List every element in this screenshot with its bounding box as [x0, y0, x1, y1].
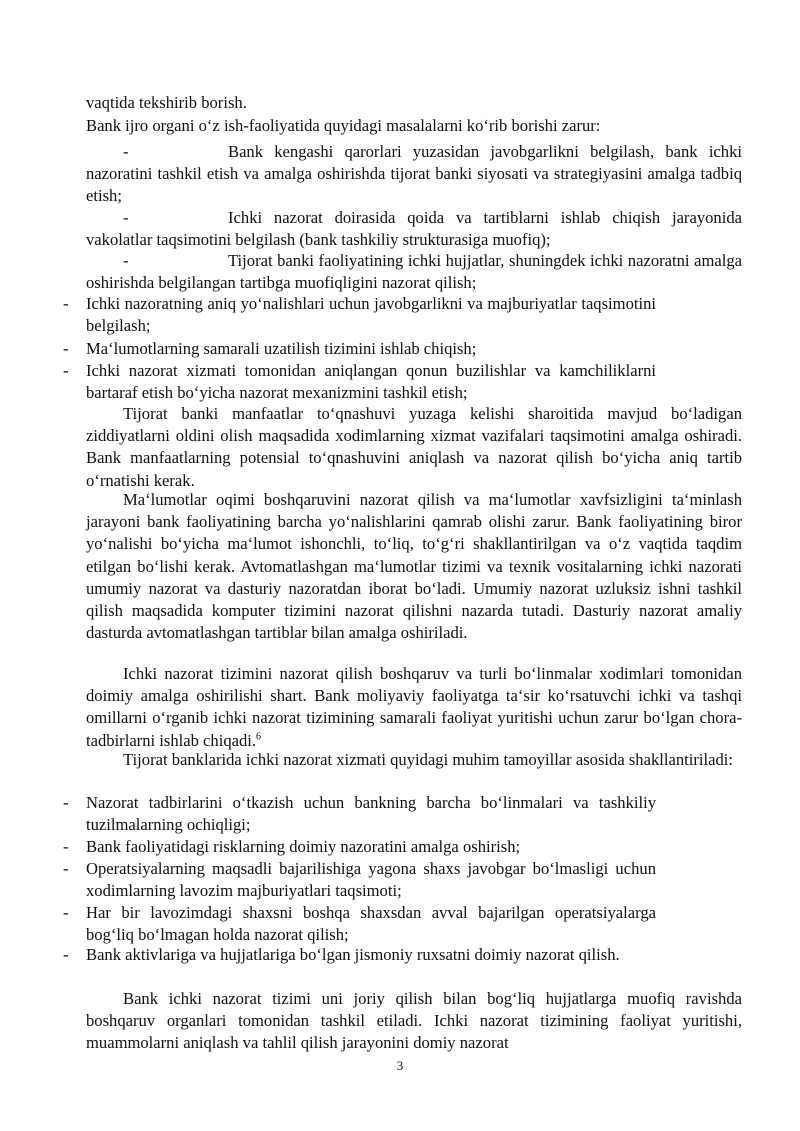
paragraph: Ma‘lumotlar oqimi boshqaruvini nazorat qilish va ma‘lumotlar xavfsizligini ta‘minlash jarayoni bank faoliyatining barcha yo‘nalishlarini qamrab olishi zarur. Bank faoliyatining biror yo‘nalishi bo‘yicha ma‘lumot ishonchli, to‘liq, to‘g‘ri shakllantirilgan va o‘z vaqtida taqdim etilgan bo‘lishi kerak. Avtomatlashgan ma‘lumotlar tizimi va texnik vositalarning ichki nazorati umumiy nazorat va dasturiy nazoratdan iborat bo‘ladi. Umumiy nazorat uzluksiz ishni tashkil qilish maqsadida komputer tizimini nazorat qilishni nazarda tutadi. Dasturiy nazorat amaliy dasturda avtomatlashgan tartiblar bilan amalga oshiriladi.: [86, 490, 742, 643]
paragraph-text: Ichki nazorat tizimini nazorat qilish boshqaruv va turli bo‘linmalar xodimlari tomonidan doimiy amalga oshirilishi shart. Bank moliyaviy faoliyatga ta‘sir ko‘rsatuvchi ichki va tashqi omillarni o‘rganib ichki nazorat tizimining samarali faoliyat yuritishi uchun zarur bo‘lgan chora-tadbirlarni ishlab chiqadi.: [86, 664, 742, 750]
paragraph: Bank ichki nazorat tizimi uni joriy qilish bilan bog‘liq hujjatlarga muofiq ravishda boshqaruv organlari tomonidan tashkil etiladi. Ichki nazorat tizimining faoliyat yuritishi, muammolarni aniqlash va tahlil qilish jarayonini domiy nazorat: [86, 989, 742, 1053]
list-item-text: Tijorat banki faoliyatining ichki hujjatlar, shuningdek ichki nazoratni amalga oshirishda belgilangan tartibga muofiqligini nazorat qilish;: [86, 251, 742, 293]
list-item-text: Ichki nazorat doirasida qoida va tartiblarni ishlab chiqish jarayonida vakolatlar taqsimotini belgilash (bank tashkiliy strukturasiga muofiq);: [86, 208, 742, 250]
dash-marker: -: [63, 793, 69, 812]
paragraph: Tijorat banklarida ichki nazorat xizmati quyidagi muhim tamoyillar asosida shakllantiriladi:: [123, 750, 733, 769]
list-item: Ichki nazorat xizmati tomonidan aniqlangan qonun buzilishlar va kamchiliklarni bartaraf etish bo‘yicha nazorat mexanizmini tashkil etish;: [86, 361, 656, 403]
dash-marker: -: [63, 837, 69, 856]
dash-marker: -: [63, 903, 69, 922]
list-item: Bank faoliyatidagi risklarning doimiy nazoratini amalga oshirish;: [86, 837, 521, 856]
text-line: Bank ijro organi o‘z ish-faoliyatida quyidagi masalalarni ko‘rib borishi zarur:: [86, 116, 601, 135]
sub-list-item: [86, 207, 742, 251]
list-item: Operatsiyalarning maqsadli bajarilishiga yagona shaxs javobgar bo‘lmasligi uchun xodimlarning lavozim majburiyatlari taqsimoti;: [86, 859, 656, 901]
page-number: 3: [396, 1058, 404, 1073]
list-item-text: Bank kengashi qarorlari yuzasidan javobgarlikni belgilash, bank ichki nazoratini tashkil etish va amalga oshirishda tijorat banki siyosati va strategiyasini amalga tadbiq etish;: [86, 142, 742, 206]
list-item: Ichki nazoratning aniq yo‘nalishlari uchun javobgarlikni va majburiyatlar taqsimotini belgilash;: [86, 294, 656, 336]
dash-marker: -: [123, 208, 129, 227]
paragraph: Tijorat banki manfaatlar to‘qnashuvi yuzaga kelishi sharoitida mavjud bo‘ladigan ziddiyatlarni oldini olish maqsadida xodimlarning xizmat vazifalari taqsimotini amalga oshiradi. Bank manfaatlarning potensial to‘qnashuvini aniqlash va nazorat qilish bo‘yicha aniq tartib o‘rnatishi kerak.: [86, 404, 742, 490]
dash-marker: -: [63, 361, 69, 380]
footnote-marker: 6: [256, 731, 262, 743]
dash-marker: -: [63, 339, 69, 358]
dash-marker: -: [123, 142, 129, 161]
dash-marker: -: [123, 251, 129, 270]
dash-marker: -: [63, 294, 69, 313]
sub-list-item: [86, 250, 742, 294]
text-line: vaqtida tekshirib borish.: [86, 93, 247, 112]
paragraph: [86, 663, 742, 752]
list-item: Bank aktivlariga va hujjatlariga bo‘lgan jismoniy ruxsatni doimiy nazorat qilish.: [86, 945, 620, 964]
dash-marker: -: [63, 859, 69, 878]
list-item: Nazorat tadbirlarini o‘tkazish uchun bankning barcha bo‘linmalari va tashkiliy tuzilmalarning ochiqligi;: [86, 793, 656, 835]
sub-list-item: [86, 141, 742, 208]
list-item: Ma‘lumotlarning samarali uzatilish tizimini ishlab chiqish;: [86, 339, 477, 358]
dash-marker: -: [63, 945, 69, 964]
list-item: Har bir lavozimdagi shaxsni boshqa shaxsdan avval bajarilgan operatsiyalarga bog‘liq bo‘lmagan holda nazorat qilish;: [86, 903, 656, 945]
